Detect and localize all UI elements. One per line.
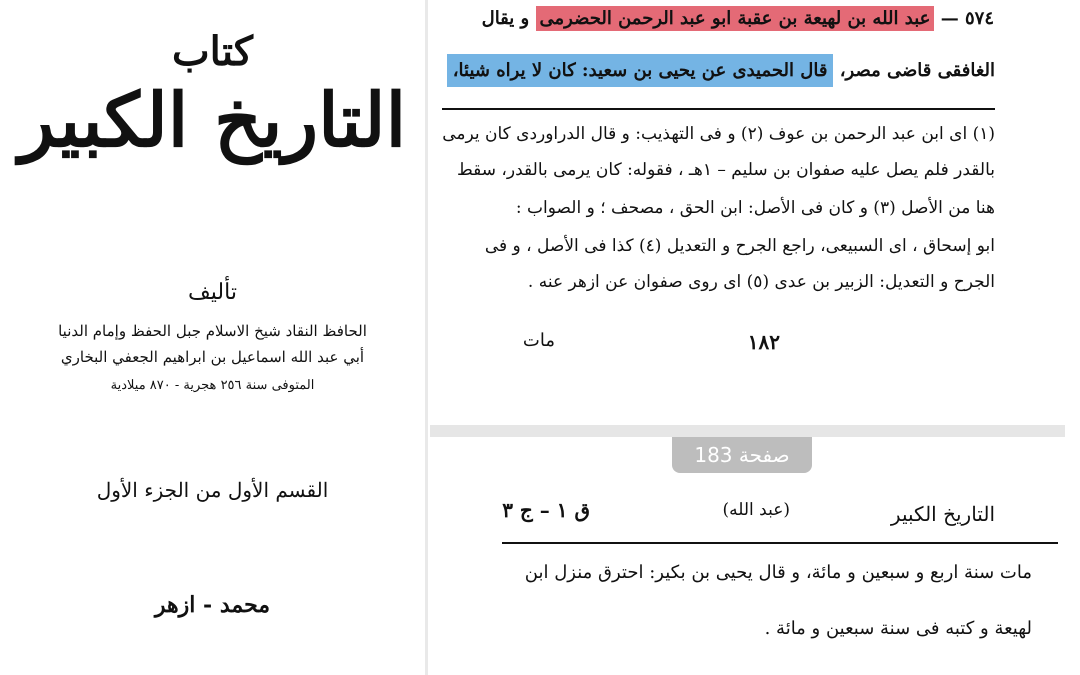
publisher: محمد - ازهر (154, 592, 271, 618)
author-line-1: الحافظ النقاد شيخ الاسلام جبل الحفظ وإمام الدنيا (58, 322, 367, 340)
running-header-book: التاريخ الكبير (890, 502, 995, 526)
authorship-label: تأليف (188, 280, 237, 305)
header-rule (502, 542, 1058, 544)
footnote-line: هنا من الأصل (٣) و كان فى الأصل: ابن الحق ، مصحف ؛ و الصواب : (515, 198, 995, 218)
catchword: مات (522, 330, 555, 351)
title-kitab: كتاب (172, 28, 253, 75)
book-title: التاريخ الكبير (18, 78, 407, 164)
footnote-rule (442, 108, 995, 110)
footnote-line: (١) اى ابن عبد الرحمن بن عوف (٢) و فى التهذيب: و قال الدراوردى كان يرمى (442, 124, 995, 144)
page-183 (430, 470, 1080, 675)
entry-line-2 (447, 60, 995, 81)
page-182 (430, 0, 1080, 425)
running-header-name: (عبد الله) (722, 500, 790, 520)
panel-divider (425, 0, 428, 675)
entry-line2-prefix: الغافقى قاضى مصر، (839, 60, 995, 81)
body-line-1: مات سنة اربع و سبعين و مائة، و قال يحيى بن بكير: احترق منزل ابن (524, 562, 1032, 583)
body-line-2: لهيعة و كتبه فى سنة سبعين و مائة . (764, 618, 1032, 639)
running-header-part: ق ١ – ج ٣ (502, 498, 590, 522)
page-badge: صفحة 183 (672, 437, 812, 473)
footnote-line: ابو إسحاق ، اى السبيعى، راجع الجرح و التعديل (٤) كذا فى الأصل ، و فى (484, 236, 995, 256)
footnote-line: بالقدر فلم يصل عليه صفوان بن سليم – ١هـ ، فقوله: كان يرمى بالقدر، سقط (457, 160, 995, 180)
volume-part: القسم الأول من الجزء الأول (96, 478, 329, 502)
highlight-red: عبد الله بن لهيعة بن عقبة ابو عبد الرحمن الحضرمى (536, 6, 935, 31)
page-number: ١٨٢ (747, 330, 780, 354)
author-line-3: المتوفى سنة ٢٥٦ هجرية - ٨٧٠ ميلادية (110, 378, 315, 393)
author-line-2: أبي عبد الله اسماعيل بن ابراهيم الجعفي البخاري (60, 348, 365, 366)
highlight-blue: قال الحميدى عن يحيى بن سعيد: كان لا يراه شيئا، (447, 54, 834, 87)
footnote-line: الجرح و التعديل: الزبير بن عدى (٥) اى روى صفوان عن ازهر عنه . (527, 272, 995, 292)
entry-number: ٥٧٤ — (940, 8, 994, 29)
title-page (0, 0, 425, 675)
page-separator (430, 425, 1065, 437)
entry-heading-line (482, 8, 994, 29)
entry-tail: و يقال (481, 8, 530, 29)
